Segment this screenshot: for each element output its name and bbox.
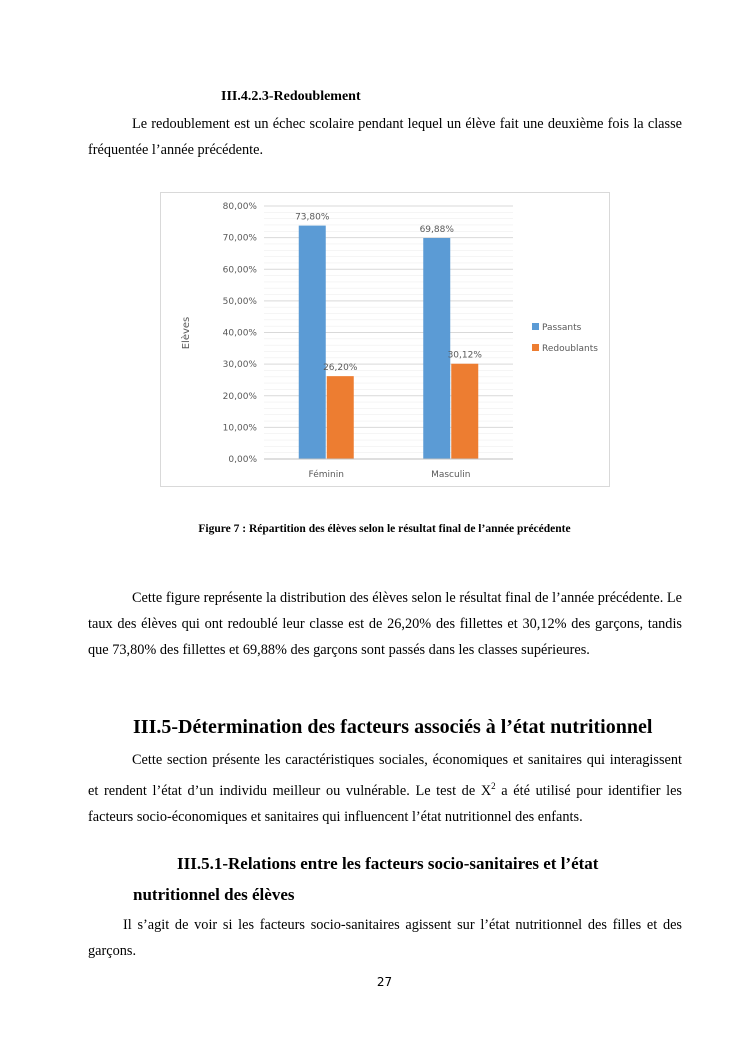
paragraph-3-text-before: Cette section présente les caractéristiques sociales, économiques et sanitaires qui interagissent et rendent l’état d’un individu meilleur ou vulnérable. Le test de X <box>88 752 682 799</box>
paragraph-figure-description: Cette figure représente la distribution des élèves selon le résultat final de l’année précédente. Le taux des élèves qui ont redoublé leur classe est de 26,20% des fillettes et 30,12% des garçons, tandis que 73,80% des fillettes et 69,88% des garçons sont passés dans les classes supérieures. <box>88 590 682 658</box>
bar-passants-1 <box>423 238 450 459</box>
paragraph-section-presentation <box>88 747 682 830</box>
y-tick-label: 20,00% <box>222 391 257 402</box>
figure-caption: Figure 7 : Répartition des élèves selon le résultat final de l’année précédente <box>198 523 571 535</box>
y-tick-label: 70,00% <box>222 233 257 244</box>
heading-determination-facteurs: III.5-Détermination des facteurs associés à l’état nutritionnel <box>133 716 653 738</box>
chi-square-superscript: 2 <box>491 781 496 791</box>
data-label: 73,80% <box>295 212 330 223</box>
legend-swatch-passants <box>532 323 539 330</box>
bar-passants-0 <box>299 226 326 459</box>
legend-label-redoublants: Redoublants <box>542 344 598 354</box>
y-axis-label: Elèves <box>181 316 192 350</box>
bar-redoublants-0 <box>327 376 354 459</box>
legend-swatch-redoublants <box>532 344 539 351</box>
y-tick-label: 80,00% <box>222 202 257 212</box>
page-number: 27 <box>376 975 393 989</box>
y-tick-label: 30,00% <box>222 360 257 371</box>
y-tick-label: 10,00% <box>222 423 257 434</box>
data-label: 69,88% <box>419 225 454 236</box>
bar-redoublants-1 <box>451 364 478 459</box>
x-tick-label: Féminin <box>308 470 344 480</box>
legend-label-passants: Passants <box>542 323 582 333</box>
y-tick-label: 0,00% <box>228 455 257 465</box>
bar-chart <box>161 193 611 488</box>
subheading-relations-line1: III.5.1-Relations entre les facteurs socio-sanitaires et l’état <box>177 854 599 873</box>
paragraph-redoublement-definition: Le redoublement est un échec scolaire pendant lequel un élève fait une deuxième fois la classe fréquentée l’année précédente. <box>88 116 682 158</box>
subheading-relations-line2: nutritionnel des élèves <box>133 885 295 904</box>
paragraph-3-text-after: a été utilisé pour identifier les facteurs socio-économiques et sanitaires qui influencent l’état nutritionnel des enfants. <box>88 782 682 825</box>
y-tick-label: 40,00% <box>222 328 257 339</box>
y-tick-label: 60,00% <box>222 265 257 276</box>
data-label: 30,12% <box>447 350 482 361</box>
y-tick-label: 50,00% <box>222 296 257 307</box>
chart-container <box>160 192 610 487</box>
section-heading-redoublement: III.4.2.3-Redoublement <box>221 89 361 104</box>
paragraph-facteurs-socio-sanitaires: Il s’agit de voir si les facteurs socio-sanitaires agissent sur l’état nutritionnel des filles et des garçons. <box>88 917 682 959</box>
x-tick-label: Masculin <box>431 470 471 480</box>
data-label: 26,20% <box>323 363 358 374</box>
